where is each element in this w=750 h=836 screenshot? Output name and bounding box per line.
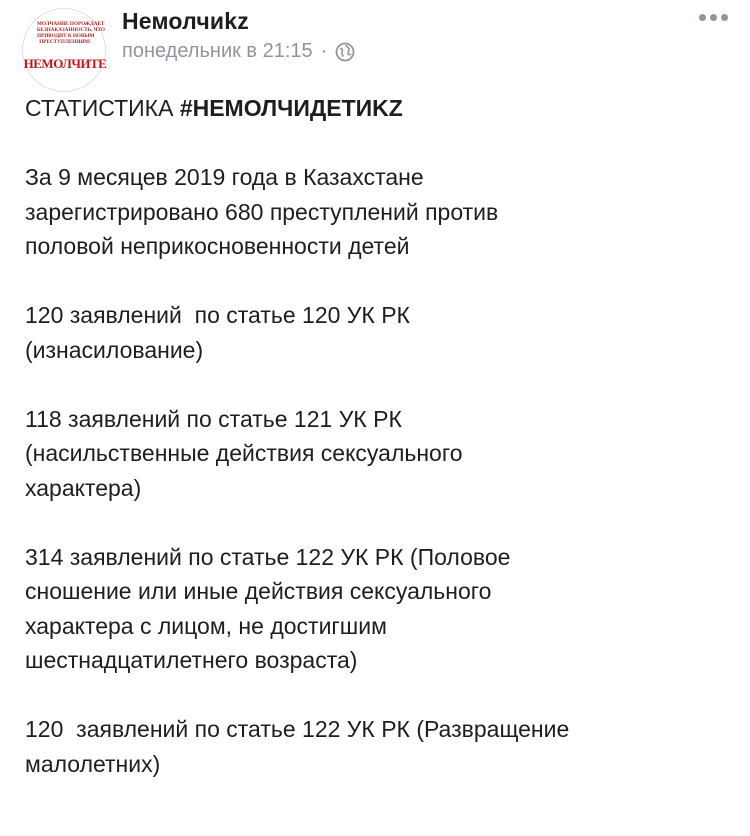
meta-separator: · <box>320 40 328 62</box>
globe-icon[interactable] <box>335 42 355 62</box>
post-header <box>20 8 730 80</box>
avatar-slogan-line: МОЛЧАНИЕ ПОРОЖДАЕТ <box>37 21 105 27</box>
page-avatar[interactable] <box>22 8 106 92</box>
hashtag-link[interactable]: #НЕМОЛЧИДЕТИKZ <box>179 95 403 121</box>
avatar-brand-text: НЕМОЛЧИТЕ <box>23 56 107 71</box>
post-paragraph: 118 заявлений по статье 121 УК РК (насильственные действия сексуального характера) <box>25 405 463 501</box>
post-paragraph: 120 заявлений по статье 120 УК РК (изнасилование) <box>25 302 410 363</box>
post-paragraph: 120 заявлений по статье 122 УК РК (Развращение малолетних) <box>25 716 570 777</box>
avatar-slogan-line: БЕЗНАКАЗАННОСТЬ, ЧТО <box>37 27 105 33</box>
avatar-slogan-line: ПРИВОДИТ К НОВЫМ <box>37 33 95 39</box>
post-heading <box>25 91 730 126</box>
more-horizontal-icon[interactable] <box>699 14 728 21</box>
post-timestamp[interactable]: понедельник в 21:15 <box>122 40 313 62</box>
post-body <box>25 91 730 816</box>
post-paragraph: 314 заявлений по статье 122 УК РК (Половое сношение или иные действия сексуального характера с лицом, не достигшим шестнадцатилетнего возраста) <box>25 543 511 673</box>
post-paragraph: За 9 месяцев 2019 года в Казахстане зарегистрировано 680 преступлений против половой неприкосновенности детей <box>25 164 499 259</box>
post-meta <box>122 40 355 63</box>
avatar-slogan <box>37 21 105 45</box>
avatar-slogan-line: ПРЕСТУПЛЕНИЯМ! <box>39 39 91 45</box>
post-author-name[interactable]: Немолчиkz <box>122 8 249 34</box>
post-heading-prefix: СТАТИСТИКА <box>25 95 180 121</box>
